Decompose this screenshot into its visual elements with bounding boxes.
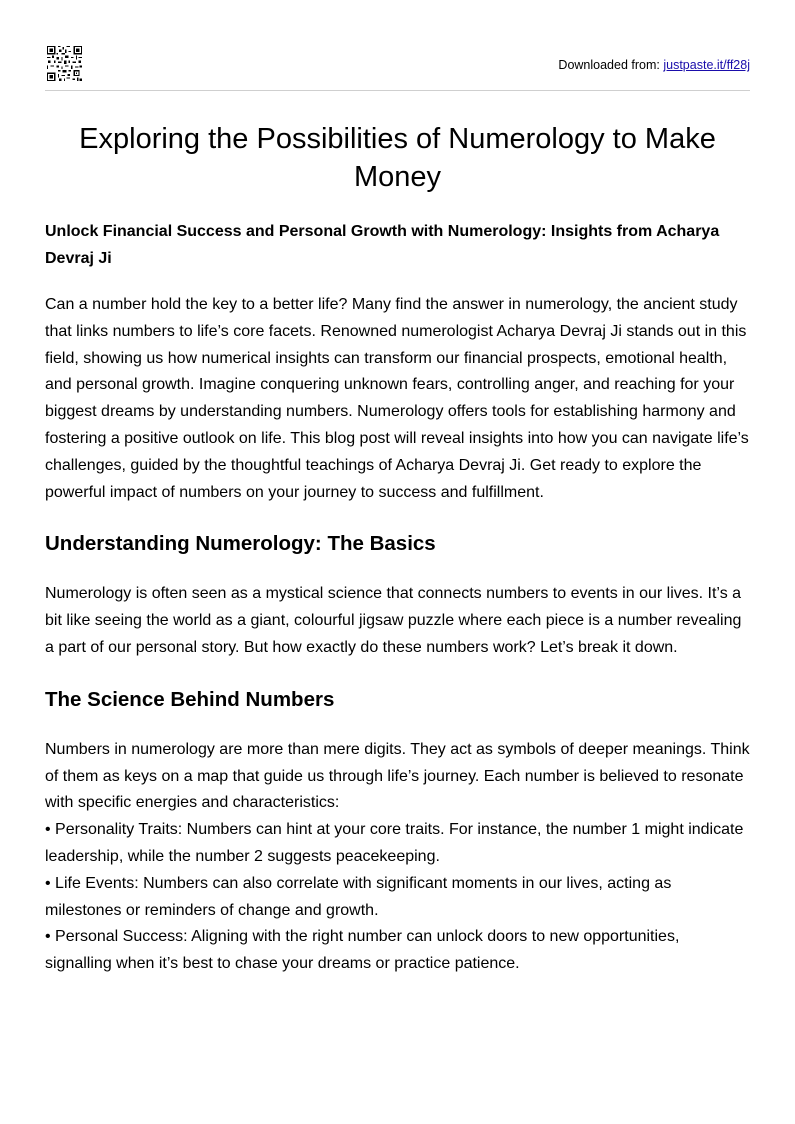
download-link[interactable]: justpaste.it/ff28j: [663, 58, 750, 72]
section-heading-science: The Science Behind Numbers: [45, 687, 335, 711]
download-source: [558, 57, 750, 73]
download-prefix: Downloaded from:: [558, 58, 660, 72]
intro-paragraph: Can a number hold the key to a better life? Many find the answer in numerology, the ancient study that links numbers to life’s core facets. Renowned numerologist Acharya Devraj Ji stands out in this field, showing us how numerical insights can transform our financial prospects, emotional health, and personal growth. Imagine conquering unknown fears, controlling anger, and reaching for your biggest dreams by understanding numbers. Numerology offers tools for establishing harmony and fostering a positive outlook on life. This blog post will reveal insights into how you can navigate life’s challenges, guided by the thoughtful teachings of Acharya Devraj Ji. Get ready to explore the powerful impact of numbers on your journey to success and fulfillment.: [45, 296, 749, 501]
page-title: Exploring the Possibilities of Numerology to Make Money: [79, 123, 716, 193]
section-paragraph-basics: Numerology is often seen as a mystical science that connects numbers to events in our lives. It’s a bit like seeing the world as a giant, colourful jigsaw puzzle where each piece is a number revealing a part of our personal story. But how exactly do these numbers work? Let’s break it down.: [45, 585, 742, 656]
section-heading-basics: Understanding Numerology: The Basics: [45, 532, 436, 556]
article-body: [45, 120, 750, 978]
bullet-personal-success: • Personal Success: Aligning with the right number can unlock doors to new opportunities, signalling when it’s best to chase your dreams or practice patience.: [45, 928, 680, 973]
header-divider: [45, 90, 750, 91]
qr-code-icon: [47, 46, 82, 81]
bullet-personality-traits: • Personality Traits: Numbers can hint at your core traits. For instance, the number 1 might indicate leadership, while the number 2 suggests peacekeeping.: [45, 821, 744, 865]
section-paragraph-science: Numbers in numerology are more than mere digits. They act as symbols of deeper meanings. Think of them as keys on a map that guide us through life’s journey. Each number is believed to resonate with specific energies and characteristics:: [45, 740, 750, 812]
bullet-life-events: • Life Events: Numbers can also correlate with significant moments in our lives, acting as milestones or reminders of change and growth.: [45, 874, 672, 919]
article-subtitle: Unlock Financial Success and Personal Growth with Numerology: Insights from Acharya Devraj Ji: [45, 223, 720, 267]
